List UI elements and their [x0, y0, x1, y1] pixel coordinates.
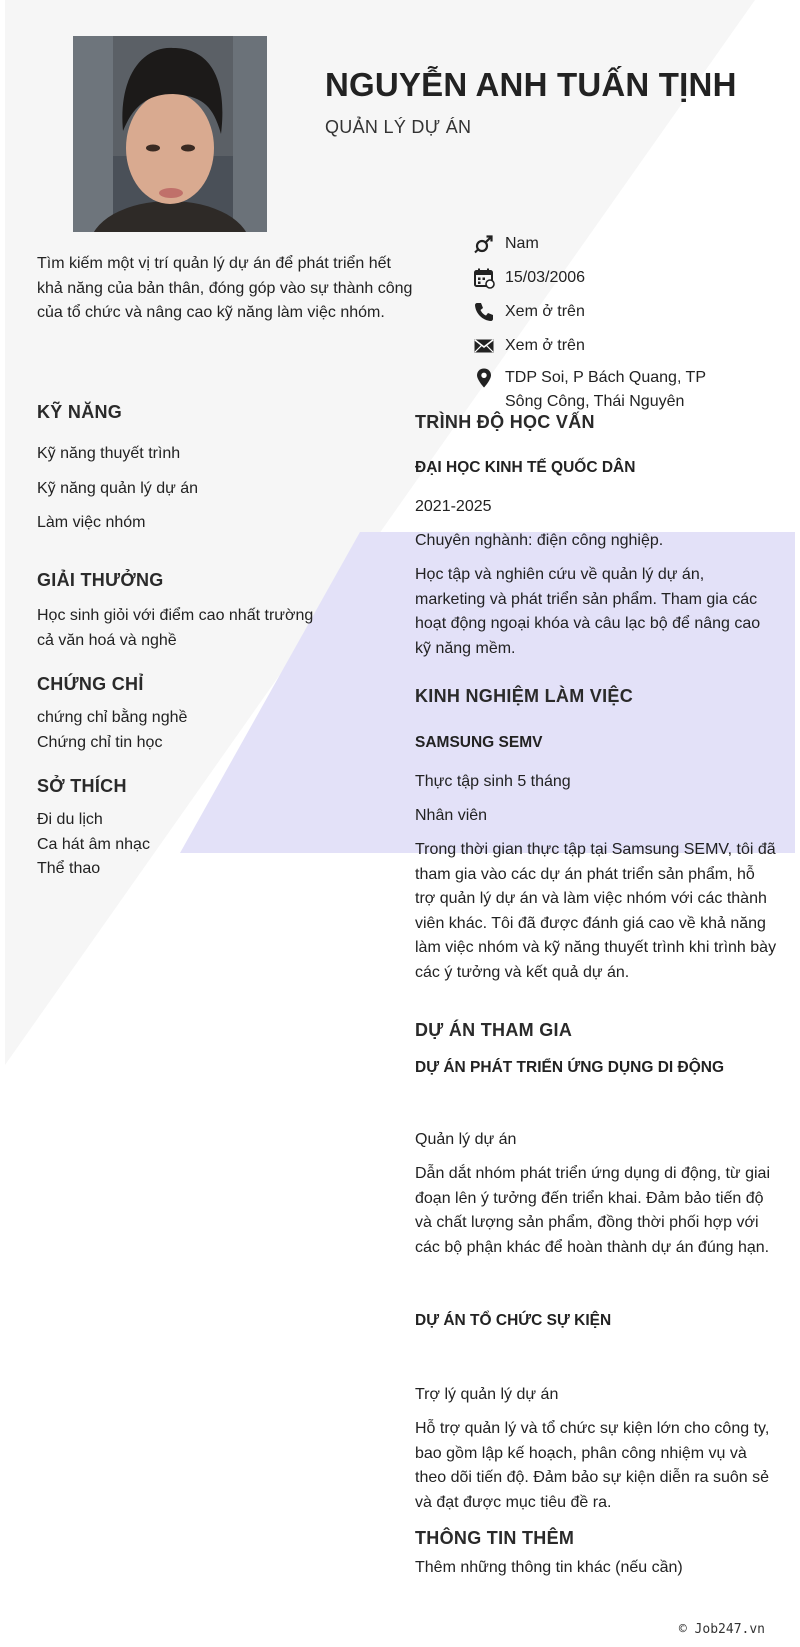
hobby-item: Ca hát âm nhạc: [37, 835, 150, 853]
school-name: ĐẠI HỌC KINH TẾ QUỐC DÂN: [415, 459, 636, 476]
hobbies-list: [37, 808, 150, 882]
hobbies-heading: SỞ THÍCH: [37, 776, 127, 796]
hobby-item: Thể thao: [37, 860, 101, 877]
skill-item: Kỹ năng thuyết trình: [37, 445, 181, 462]
skills-heading: KỸ NĂNG: [37, 402, 123, 422]
awards-list: [37, 604, 313, 653]
gender-icon: [473, 233, 495, 255]
experience-heading: KINH NGHIỆM LÀM VIỆC: [415, 686, 634, 706]
skills-list: [37, 442, 198, 536]
certificates-heading: CHỨNG CHỈ: [37, 674, 144, 694]
skill-item: Kỹ năng quản lý dự án: [37, 479, 199, 497]
phone-icon: [473, 301, 495, 323]
projects-heading: DỰ ÁN THAM GIA: [415, 1020, 573, 1040]
project-description: Dẫn dắt nhóm phát triển ứng dụng di động, từ giai đoạn lên ý tưởng đến triển khai. Đảm bảo tiến độ và chất lượng sản phẩm, đồng thời phối hợp với các bộ phận khác để hoàn thành dự án đúng hạn.: [415, 1165, 770, 1256]
candidate-role: QUẢN LÝ DỰ ÁN: [325, 117, 472, 137]
contact-phone: [473, 300, 745, 324]
education-major: Chuyên nghành: điện công nghiệp.: [415, 532, 664, 549]
cv-page: [5, 0, 795, 1647]
education-period: 2021-2025: [415, 498, 492, 515]
award-item: Học sinh giỏi với điểm cao nhất trường: [37, 607, 314, 624]
project-role: Trợ lý quản lý dự án: [415, 1386, 559, 1403]
contact-birthday: [473, 266, 745, 290]
additional-text: Thêm những thông tin khác (nếu cần): [415, 1559, 683, 1576]
envelope-icon: [473, 335, 495, 357]
birthday-value: 15/03/2006: [505, 269, 586, 286]
project-description: Hỗ trợ quản lý và tổ chức sự kiện lớn cho công ty, bao gồm lập kế hoạch, phân công nhiệm vụ và theo dõi tiến độ. Đảm bảo sự kiện diễn ra suôn sẻ và đạt được mục tiêu đề ra.: [415, 1420, 770, 1511]
calendar-icon: [473, 267, 495, 289]
contact-email: [473, 334, 745, 358]
education-description: Học tập và nghiên cứu về quản lý dự án, marketing và phát triển sản phẩm. Tham gia các hoạt động ngoại khóa và câu lạc bộ để nâng cao kỹ năng mềm.: [415, 566, 761, 657]
location-pin-icon: [473, 367, 495, 389]
profile-photo: [73, 36, 267, 232]
project-title: DỰ ÁN TỔ CHỨC SỰ KIỆN: [415, 1312, 612, 1329]
gender-value: Nam: [505, 235, 539, 252]
email-value: Xem ở trên: [505, 337, 585, 354]
certificate-item: Chứng chỉ tin học: [37, 733, 163, 751]
phone-value: Xem ở trên: [505, 303, 585, 320]
company-name: SAMSUNG SEMV: [415, 734, 543, 751]
awards-heading: GIẢI THƯỞNG: [37, 570, 164, 590]
experience-position: Nhân viên: [415, 807, 488, 824]
award-item: cả văn hoá và nghề: [37, 631, 177, 649]
certificates-list: [37, 706, 187, 755]
contact-address: [473, 366, 745, 414]
hobby-item: Đi du lịch: [37, 811, 103, 828]
skill-item: Làm việc nhóm: [37, 514, 146, 531]
certificate-item: chứng chỉ bằng nghề: [37, 709, 188, 726]
experience-duration: Thực tập sinh 5 tháng: [415, 773, 571, 790]
experience-description: Trong thời gian thực tập tại Samsung SEMV, tôi đã tham gia vào các dự án phát triển sản phẩm, hỗ trợ quản lý dự án và làm việc nhóm với các thành viên khác. Tôi đã được đánh giá cao về khả năng làm việc nhóm và kỹ năng thuyết trình khi trình bày các ý tưởng và kết quả dự án.: [415, 841, 777, 981]
project-role: Quản lý dự án: [415, 1131, 517, 1148]
job247-watermark: © Job247.vn: [678, 1622, 765, 1637]
candidate-name: NGUYỄN ANH TUẤN TỊNH: [325, 66, 737, 103]
address-value: TDP Soi, P Bách Quang, TP Sông Công, Thái Nguyên: [505, 369, 706, 410]
project-title: DỰ ÁN PHÁT TRIỂN ỨNG DỤNG DI ĐỘNG: [415, 1059, 725, 1076]
education-heading: TRÌNH ĐỘ HỌC VẤN: [415, 412, 595, 432]
contact-gender: [473, 232, 745, 256]
additional-heading: THÔNG TIN THÊM: [415, 1528, 575, 1548]
career-objective: Tìm kiếm một vị trí quản lý dự án để phát triển hết khả năng của bản thân, đóng góp vào sự thành công của tổ chức và nâng cao kỹ năng làm việc nhóm.: [37, 255, 413, 321]
